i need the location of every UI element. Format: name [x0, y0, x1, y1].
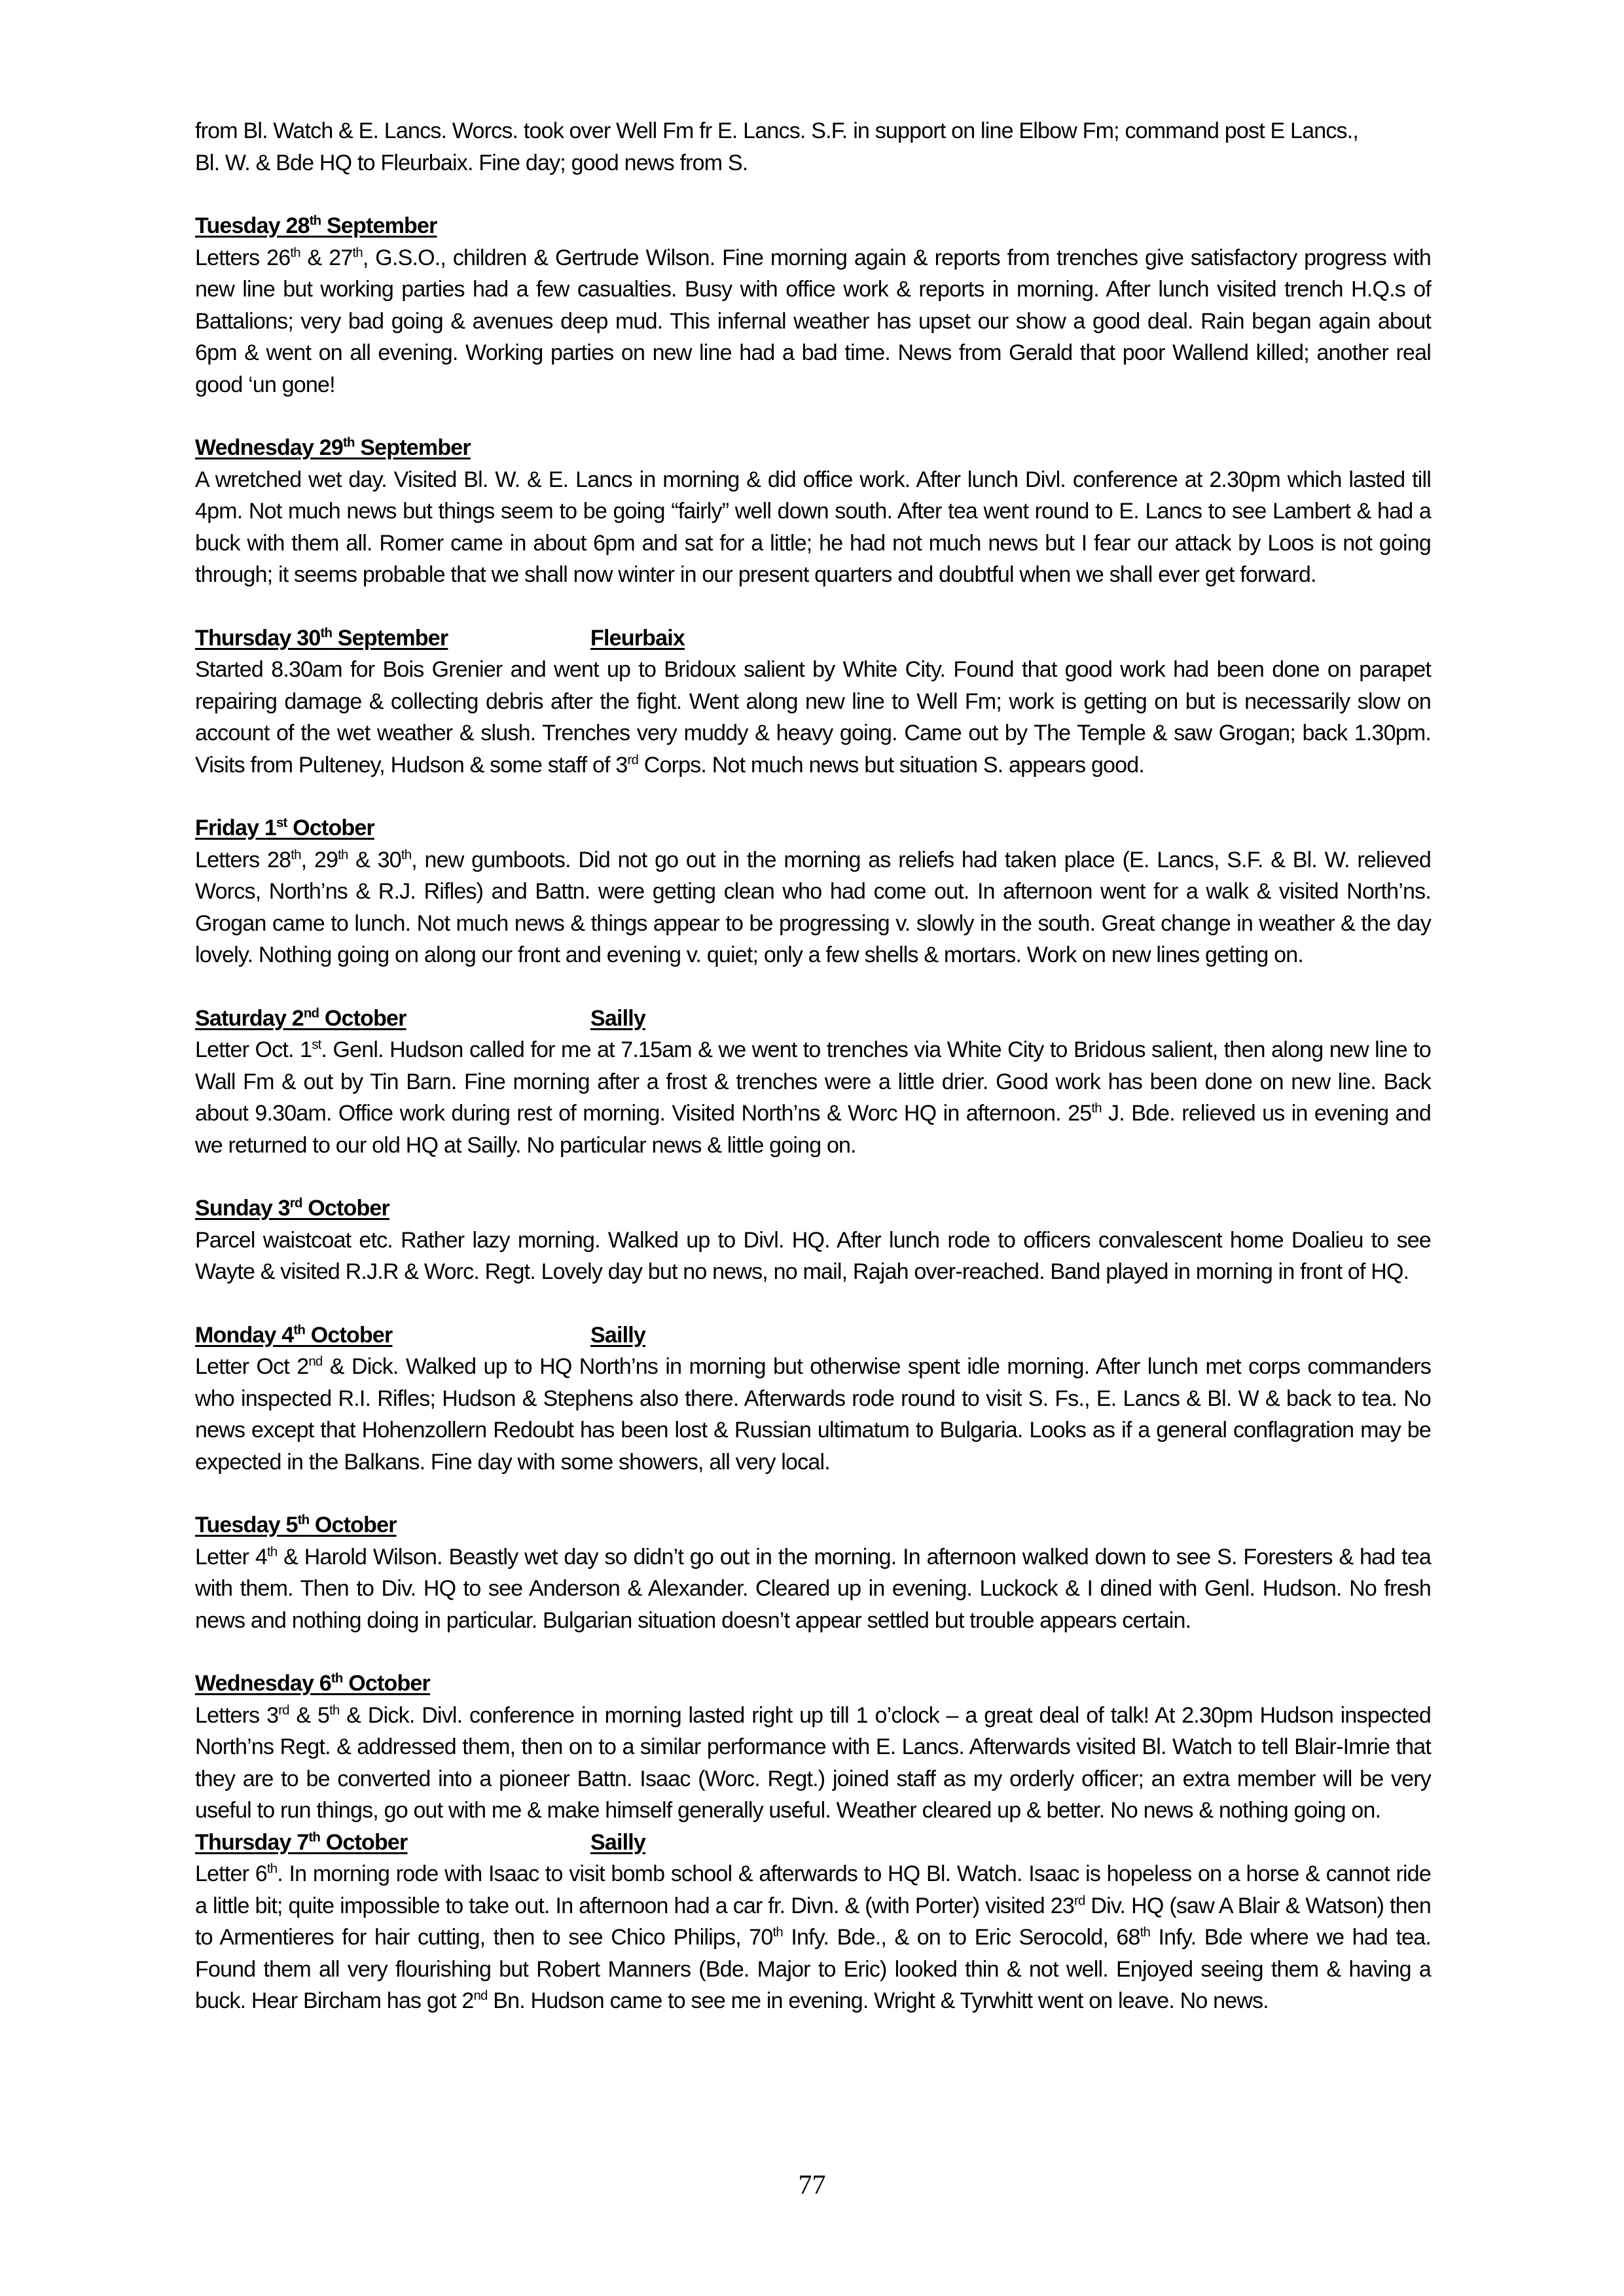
- diary-entry: [195, 1319, 1431, 1479]
- diary-entry: [195, 1193, 1431, 1288]
- entry-date: Wednesday 6th October: [195, 1671, 430, 1696]
- entry-body: Parcel waistcoat etc. Rather lazy morning. Walked up to Divl. HQ. After lunch rode to officers convalescent home Doalieu to see Wayte & visited R.J.R & Worc. Regt. Lovely day but no news, no mail, Rajah over-reached. Band played in morning in front of HQ.: [195, 1227, 1431, 1284]
- entry-date: Friday 1st October: [195, 816, 374, 840]
- page-number: 77: [798, 2170, 826, 2200]
- diary-entry: [195, 1003, 1431, 1162]
- entry-date: Sunday 3rd October: [195, 1196, 389, 1221]
- entry-date: Thursday 30th September: [195, 625, 448, 651]
- entry-location: Sailly: [590, 1322, 646, 1348]
- diary-entry: [195, 812, 1431, 971]
- entry-heading: [195, 812, 1431, 844]
- entry-heading: [195, 1668, 1431, 1700]
- entry-body: Letter 6th. In morning rode with Isaac to visit bomb school & afterwards to HQ Bl. Watch. Isaac is hopeless on a horse & cannot ride a little bit; quite impossible to take out. In afternoon had a car fr. Divn. & (with Porter) visited 23rd Div. HQ (saw A Blair & Watson) then to Armentieres for hair cutting, then to see Chico Philips, 70th Infy. Bde., & on to Eric Serocold, 68th Infy. Bde where we had tea. Found them all very flourishing but Robert Manners (Bde. Major to Eric) looked thin & not well. Enjoyed seeing them & having a buck. Hear Bircham has got 2nd Bn. Hudson came to see me in evening. Wright & Tyrwhitt went on leave. No news.: [195, 1861, 1431, 2013]
- continued-entry: [195, 115, 1431, 179]
- entry-date: Saturday 2nd October: [195, 1005, 406, 1031]
- diary-entry: [195, 1668, 1431, 1827]
- entry-date: Wednesday 29th September: [195, 435, 471, 460]
- diary-entry: [195, 1509, 1431, 1636]
- entry-body: Letters 26th & 27th, G.S.O., children & Gertrude Wilson. Fine morning again & reports from trenches give satisfactory progress with new line but working parties had a few casualties. Busy with office work & reports in morning. After lunch visited trench H.Q.s of Battalions; very bad going & avenues deep mud. This infernal weather has upset our show a good deal. Rain began again about 6pm & went on all evening. Working parties on new line had a bad time. News from Gerald that poor Wallend killed; another real good ‘un gone!: [195, 245, 1431, 397]
- entry-location: Fleurbaix: [590, 625, 685, 651]
- entry-body: Letter Oct. 1st. Genl. Hudson called for me at 7.15am & we went to trenches via White City to Bridous salient, then along new line to Wall Fm & out by Tin Barn. Fine morning after a frost & trenches were a little drier. Good work has been done on new line. Back about 9.30am. Office work during rest of morning. Visited North’ns & Worc HQ in afternoon. 25th J. Bde. relieved us in evening and we returned to our old HQ at Sailly. No particular news & little going on.: [195, 1037, 1431, 1158]
- entry-body: Letters 3rd & 5th & Dick. Divl. conference in morning lasted right up till 1 o’clock – a great deal of talk! At 2.30pm Hudson inspected North’ns Regt. & addressed them, then on to a similar performance with E. Lancs. Afterwards visited Bl. Watch to tell Blair-Imrie that they are to be converted into a pioneer Battn. Isaac (Worc. Regt.) joined staff as my orderly officer; an extra member will be very useful to run things, go out with me & make himself generally useful. Weather cleared up & better. No news & nothing going on.: [195, 1702, 1431, 1823]
- entry-heading: [195, 1509, 1431, 1541]
- entry-date: Thursday 7th October: [195, 1829, 408, 1855]
- entry-heading: [195, 1827, 1431, 1859]
- entry-heading: [195, 210, 1431, 242]
- diary-page: [195, 115, 1431, 2049]
- entry-body: A wretched wet day. Visited Bl. W. & E. Lancs in morning & did office work. After lunch Divl. conference at 2.30pm which lasted till 4pm. Not much news but things seem to be going “fairly” well down south. After tea went round to E. Lancs to see Lambert & had a buck with them all. Romer came in about 6pm and sat for a little; he had not much news but I fear our attack by Loos is not going through; it seems probable that we shall now winter in our present quarters and doubtful when we shall ever get forward.: [195, 467, 1431, 587]
- entry-date: Tuesday 28th September: [195, 213, 437, 238]
- entry-location: Sailly: [590, 1005, 646, 1031]
- entry-heading: [195, 1003, 1431, 1035]
- entry-body: Letters 28th, 29th & 30th, new gumboots. Did not go out in the morning as reliefs had taken place (E. Lancs, S.F. & Bl. W. relieved Worcs, North’ns & R.J. Rifles) and Battn. were getting clean who had come out. In afternoon went for a walk & visited North’ns. Grogan came to lunch. Not much news & things appear to be progressing v. slowly in the south. Great change in weather & the day lovely. Nothing going on along our front and evening v. quiet; only a few shells & mortars. Work on new lines getting on.: [195, 847, 1432, 967]
- entry-heading: [195, 1319, 1431, 1352]
- lead-line: from Bl. Watch & E. Lancs. Worcs. took over Well Fm fr E. Lancs. S.F. in support on line Elbow Fm; command post E Lancs.,: [195, 118, 1359, 143]
- entry-body: Letter 4th & Harold Wilson. Beastly wet day so didn’t go out in the morning. In afternoon walked down to see S. Foresters & had tea with them. Then to Div. HQ to see Anderson & Alexander. Cleared up in evening. Luckock & I dined with Genl. Hudson. No fresh news and nothing doing in particular. Bulgarian situation doesn’t appear settled but trouble appears certain.: [195, 1544, 1431, 1633]
- entry-body: Started 8.30am for Bois Grenier and went up to Bridoux salient by White City. Found that good work had been done on parapet repairing damage & collecting debris after the fight. Went along new line to Well Fm; work is getting on but is necessarily slow on account of the wet weather & slush. Trenches very muddy & heavy going. Came out by The Temple & saw Grogan; back 1.30pm. Visits from Pulteney, Hudson & some staff of 3rd Corps. Not much news but situation S. appears good.: [195, 657, 1431, 778]
- lead-line: Bl. W. & Bde HQ to Fleurbaix. Fine day; good news from S.: [195, 150, 748, 175]
- entry-body: Letter Oct 2nd & Dick. Walked up to HQ North’ns in morning but otherwise spent idle morning. After lunch met corps commanders who inspected R.I. Rifles; Hudson & Stephens also there. Afterwards rode round to visit S. Fs., E. Lancs & Bl. W & back to tea. No news except that Hohenzollern Redoubt has been lost & Russian ultimatum to Bulgaria. Looks as if a general conflagration may be expected in the Balkans. Fine day with some showers, all very local.: [195, 1354, 1432, 1475]
- entry-heading: [195, 1193, 1431, 1225]
- entry-heading: [195, 432, 1431, 464]
- entry-date: Tuesday 5th October: [195, 1513, 397, 1537]
- diary-entry: [195, 432, 1431, 591]
- diary-entry: [195, 210, 1431, 401]
- entry-date: Monday 4th October: [195, 1322, 393, 1348]
- entry-location: Sailly: [590, 1829, 646, 1855]
- diary-entry: [195, 1827, 1431, 2017]
- diary-entry: [195, 622, 1431, 781]
- entries-list: [195, 210, 1431, 2017]
- entry-heading: [195, 622, 1431, 655]
